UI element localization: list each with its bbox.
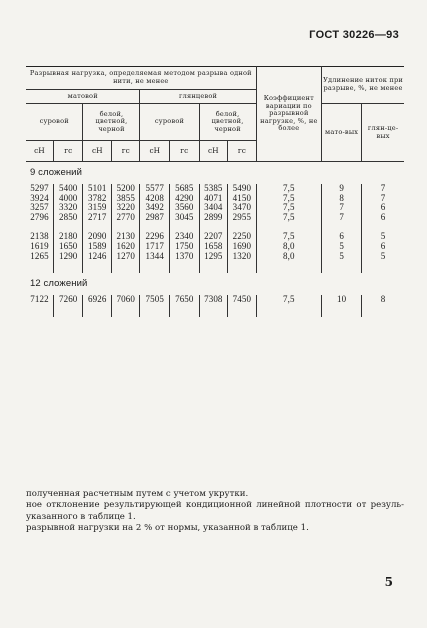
table-cell: 7450 [228,295,257,305]
header-glossy: глянцевой [140,90,256,104]
table-cell: 3159 [83,203,112,213]
spacer-cell [322,305,362,317]
header-elongation: Удлинение ниток при разрыве, %, не менее [322,67,404,104]
group-tail [26,261,404,273]
table-cell: 2340 [170,232,200,242]
table-cell: 1619 [26,242,53,252]
note-line: разрывной нагрузки на 2 % от нормы, указанной в таблице 1. [26,523,309,534]
unit-cn: сН [199,141,228,162]
table-body [26,162,404,317]
table-cell: 2250 [228,232,257,242]
table-cell: 1370 [170,252,200,262]
spacer-cell [199,305,228,317]
table-cell: 3220 [111,203,140,213]
table-cell: 5101 [83,184,112,194]
table-cell: 3855 [111,194,140,204]
spacer-cell [256,305,321,317]
table-cell: 8 [322,194,362,204]
table-cell: 7650 [170,295,200,305]
table-cell: 2296 [140,232,170,242]
unit-gs: гс [228,141,257,162]
group-row [26,162,404,184]
table-cell: 5 [362,252,404,262]
spacer-cell [362,261,404,273]
table-cell: 2130 [111,232,140,242]
table-cell: 5577 [140,184,170,194]
table-cell: 7122 [26,295,53,305]
table-cell: 5 [322,242,362,252]
table-cell: 5385 [199,184,228,194]
table-cell: 2717 [83,213,112,223]
table-cell: 1658 [199,242,228,252]
header-elong-glossy: глян-це-вых [362,104,404,162]
table-cell: 8 [362,295,404,305]
header-coefficient: Коэффициент вариации по разрывной нагрузке, %, не более [256,67,321,162]
header-matte: матовой [26,90,140,104]
table-row [26,295,404,305]
table-cell: 6 [362,213,404,223]
table-cell: 7260 [53,295,83,305]
spacer-cell [322,261,362,273]
table-cell: 3492 [140,203,170,213]
spacer-cell [83,261,112,273]
group-label: 12 сложений [30,278,88,290]
table-cell: 5 [362,232,404,242]
unit-cn: сН [83,141,112,162]
notes [26,489,404,535]
table-cell: 2180 [53,232,83,242]
spacer-cell [26,305,53,317]
table-cell: 5297 [26,184,53,194]
table-cell: 2138 [26,232,53,242]
table-row [26,213,404,223]
note-line: указанного в таблице 1. [26,511,136,522]
unit-cn: сН [140,141,170,162]
header-matte-colored: белой, цветной, черной [83,104,140,141]
table-cell: 6 [322,232,362,242]
table-cell: 7308 [199,295,228,305]
header-elong-matte: мато-вых [322,104,362,162]
table-cell: 2899 [199,213,228,223]
table-cell: 1690 [228,242,257,252]
table-cell: 7505 [140,295,170,305]
spacer-cell [256,261,321,273]
table-cell: 1344 [140,252,170,262]
spacer-cell [140,261,170,273]
table-cell: 6 [362,203,404,213]
table-cell: 6 [362,242,404,252]
table-cell: 1270 [111,252,140,262]
group-row [26,273,404,295]
table-cell: 2850 [53,213,83,223]
note-line: полученная расчетным путем с учетом укрутки. [26,489,249,499]
spacer-cell [228,305,257,317]
header-matte-raw: суровой [26,104,83,141]
unit-cn: сН [26,141,53,162]
table-cell: 5685 [170,184,200,194]
spacer-cell [362,305,404,317]
table-cell: 7 [362,184,404,194]
table-cell: 1295 [199,252,228,262]
table-cell: 7,5 [256,184,321,194]
group-tail [26,305,404,317]
table-cell: 2987 [140,213,170,223]
breaking-load-table [26,66,404,317]
table-cell: 2090 [83,232,112,242]
table-cell: 3470 [228,203,257,213]
table-cell: 2770 [111,213,140,223]
table-cell: 10 [322,295,362,305]
table-cell: 4071 [199,194,228,204]
table-cell: 5 [322,252,362,262]
header-glossy-colored: белой, цветной, черной [199,104,256,141]
table-cell: 8,0 [256,242,321,252]
spacer-cell [170,305,200,317]
table-cell: 3924 [26,194,53,204]
table-cell: 2955 [228,213,257,223]
table-cell: 4150 [228,194,257,204]
table-cell: 5400 [53,184,83,194]
table-cell: 7060 [111,295,140,305]
spacer-cell [53,261,83,273]
spacer-cell [228,261,257,273]
table-cell: 5490 [228,184,257,194]
table-cell: 1717 [140,242,170,252]
page-header: ГОСТ 30226—93 [309,29,399,41]
table-cell: 3045 [170,213,200,223]
table-cell: 2796 [26,213,53,223]
table-cell: 1290 [53,252,83,262]
table-cell: 3320 [53,203,83,213]
table-cell: 7 [362,194,404,204]
spacer-cell [83,305,112,317]
table-cell: 3404 [199,203,228,213]
spacer-cell [26,261,53,273]
table-cell: 1650 [53,242,83,252]
table-cell: 4290 [170,194,200,204]
page-mark: 5 [384,575,393,589]
unit-gs: гс [111,141,140,162]
table-cell: 9 [322,184,362,194]
table-cell: 8,0 [256,252,321,262]
header-glossy-raw: суровой [140,104,199,141]
table-cell: 4000 [53,194,83,204]
table-cell: 1246 [83,252,112,262]
table-cell: 1265 [26,252,53,262]
spacer-cell [140,305,170,317]
table-cell: 7,5 [256,203,321,213]
group-label: 9 сложений [30,167,82,178]
spacer-cell [111,305,140,317]
spacer-cell [53,305,83,317]
table-cell: 6926 [83,295,112,305]
table-cell: 4208 [140,194,170,204]
table-cell: 7,5 [256,194,321,204]
table-cell: 7,5 [256,232,321,242]
table-cell: 1320 [228,252,257,262]
table-cell: 3257 [26,203,53,213]
note-line: ное отклонение результирующей кондиционной линейной плотности от резуль- [26,500,404,511]
table-cell: 7,5 [256,213,321,223]
table-cell: 3560 [170,203,200,213]
spacer-cell [170,261,200,273]
table-cell: 7,5 [256,295,321,305]
spacer-cell [199,261,228,273]
table-cell: 7 [322,213,362,223]
table-cell: 1750 [170,242,200,252]
header-breaking-load: Разрывная нагрузка, определяемая методом разрыва одной нити, не менее [26,67,256,90]
table-cell: 2207 [199,232,228,242]
table-cell: 1620 [111,242,140,252]
unit-gs: гс [53,141,83,162]
unit-gs: гс [170,141,200,162]
table-cell: 5200 [111,184,140,194]
table-cell: 1589 [83,242,112,252]
table-cell: 3782 [83,194,112,204]
spacer-cell [111,261,140,273]
table-cell: 7 [322,203,362,213]
table-row [26,252,404,262]
